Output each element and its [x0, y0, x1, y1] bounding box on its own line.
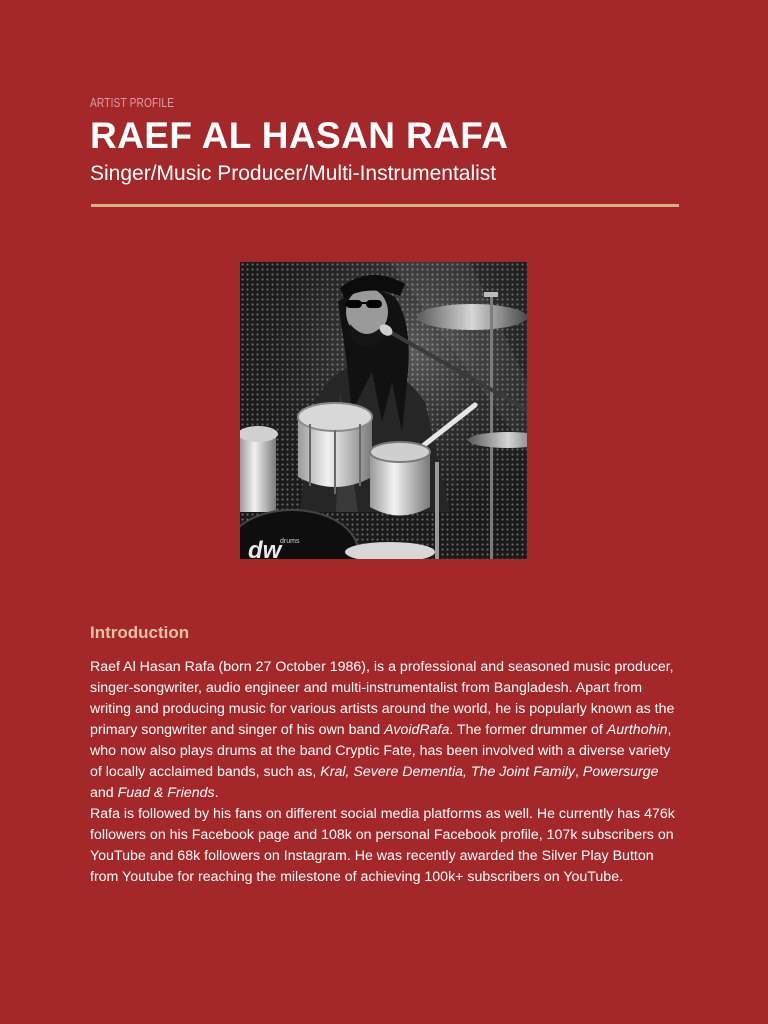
- drum-brand-logo: dw: [248, 537, 282, 559]
- band-list: Kral, Severe Dementia, The Joint Family: [320, 764, 575, 780]
- band-name: Powersurge: [582, 764, 659, 780]
- former-band-name: Aurthohin: [606, 722, 668, 738]
- intro-paragraph-2: Rafa is followed by his fans on different social media platforms as well. He currently has 476k followers on his Facebook page and 108k on personal Facebook profile, 107k subscribers on YouTube and 68k followers on Instagram. He was recently awarded the Silver Play Button from Youtube for reaching the milestone of achieving 100k+ subscribers on YouTube.: [90, 806, 675, 885]
- intro-paragraph-1: Raef Al Hasan Rafa (born 27 October 1986), is a professional and seasoned music producer, singer-songwriter, audio engineer and multi-instrumentalist from Bangladesh. Apart from writing and producing music for various artists around the world, he is popularly known as the primary songwriter and singer of his own band AvoidRafa. The former drummer of Aurthohin, who now also plays drums at the band Cryptic Fate, has been involved with a diverse variety of locally acclaimed bands, such as, Kral, Severe Dementia, The Joint Family, Powersurge and Fuad & Friends.: [90, 659, 675, 801]
- introduction-body: [90, 657, 680, 888]
- title-divider: [91, 204, 679, 207]
- artist-photo: [240, 262, 527, 559]
- band-name: Fuad & Friends: [117, 785, 215, 801]
- page-subtitle: Singer/Music Producer/Multi-Instrumentalist: [90, 162, 497, 185]
- section-kicker: ARTIST PROFILE: [90, 95, 175, 110]
- introduction-heading: Introduction: [90, 623, 190, 642]
- drum-brand-subtext: drums: [280, 538, 300, 545]
- page-title: RAEF AL HASAN RAFA: [90, 115, 509, 156]
- band-name: AvoidRafa: [384, 722, 450, 738]
